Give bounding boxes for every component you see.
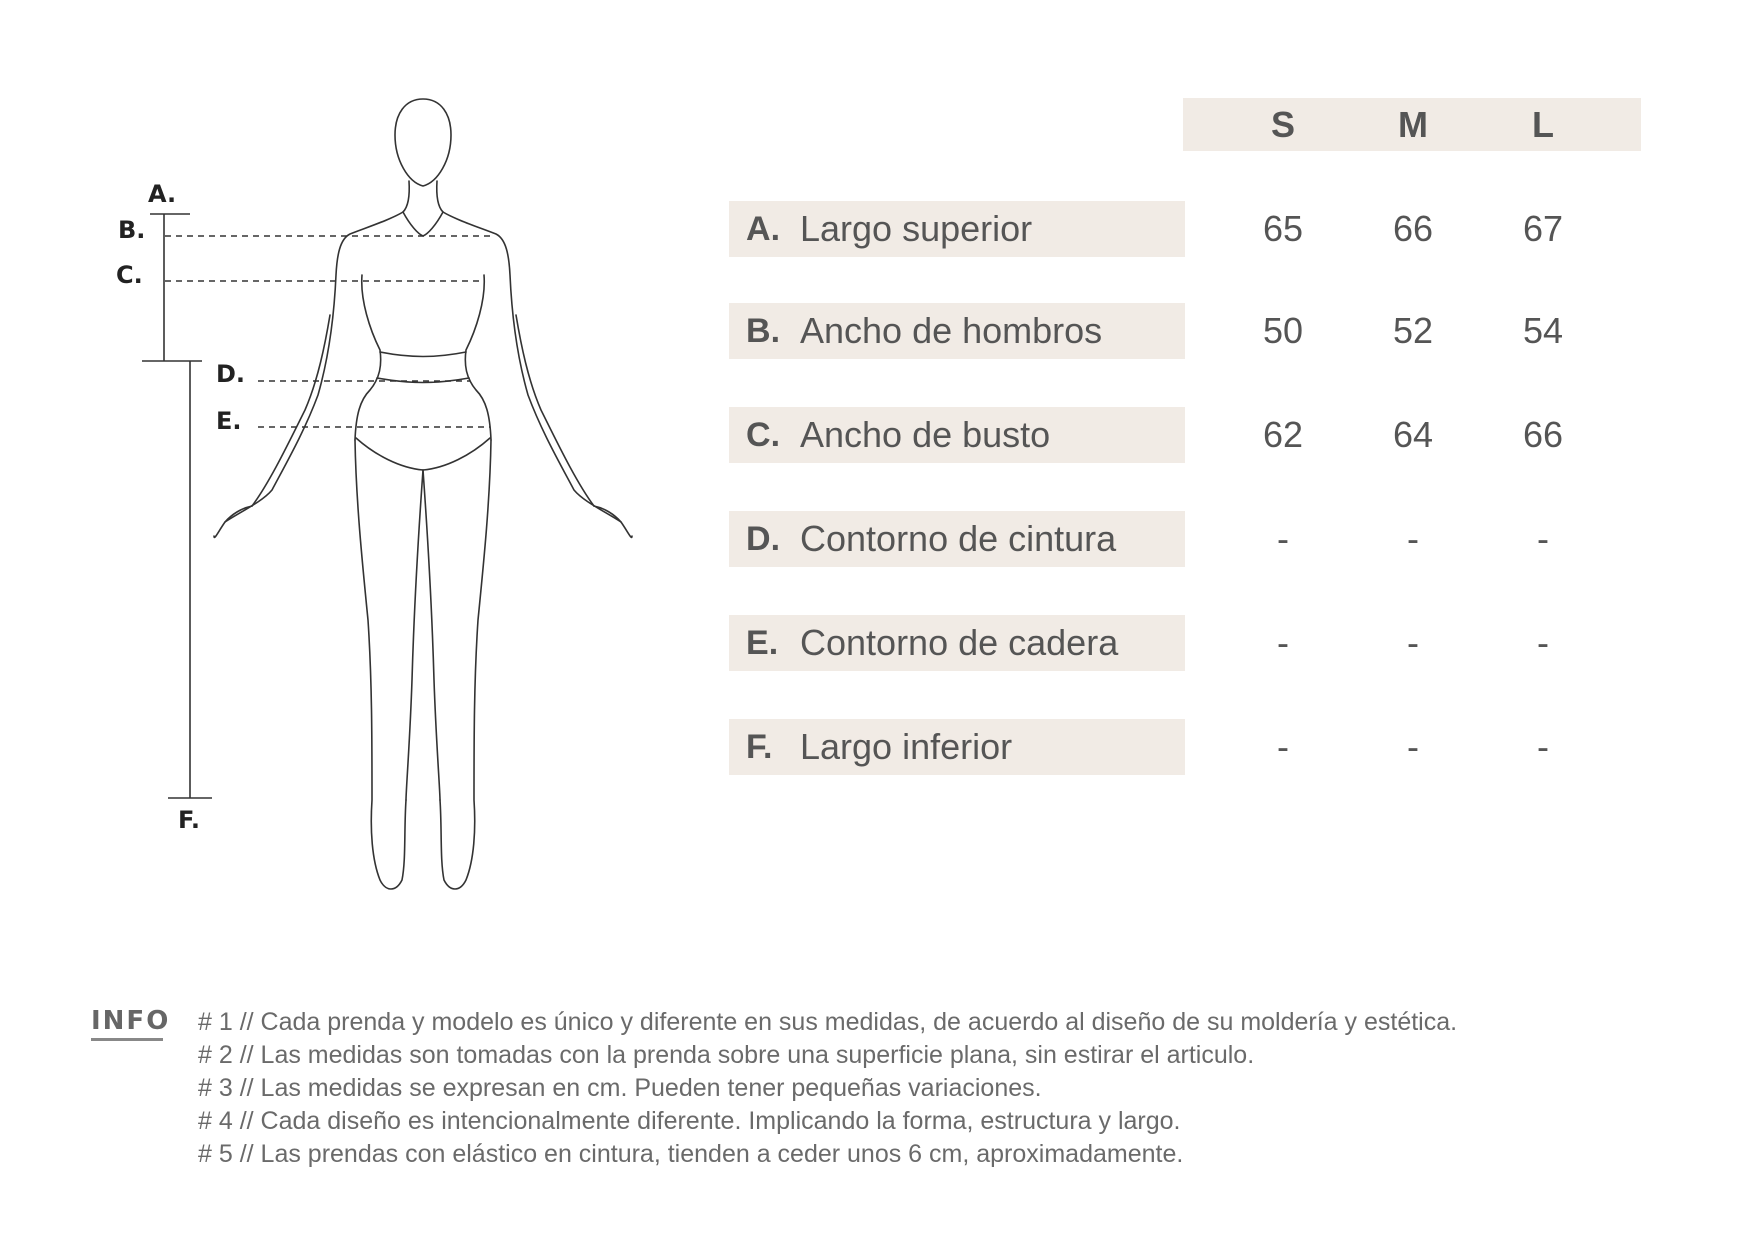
- row-letter: C.: [746, 415, 781, 454]
- marker-b: B.: [118, 216, 146, 244]
- row-label-e: [729, 615, 1185, 671]
- row-letter: D.: [746, 519, 781, 558]
- info-notes: [198, 1006, 1457, 1171]
- marker-a: A.: [148, 180, 177, 208]
- info-note-4: # 4 // Cada diseño es intencionalmente diferente. Implicando la forma, estructura y largo.: [198, 1107, 1181, 1135]
- cell-a-l: 67: [1522, 208, 1564, 249]
- cell-d-m: -: [1407, 518, 1419, 559]
- row-label-d: [729, 511, 1185, 567]
- cell-f-m: -: [1407, 726, 1419, 767]
- size-header-m: M: [1398, 103, 1428, 145]
- marker-c: C.: [116, 261, 143, 289]
- measurement-guides: [142, 214, 212, 798]
- row-label-text: Contorno de cadera: [800, 622, 1119, 663]
- row-label-b: [729, 303, 1185, 359]
- mannequin-figure: [0, 0, 680, 920]
- row-label-text: Ancho de busto: [800, 414, 1051, 455]
- cell-b-l: 54: [1522, 310, 1564, 351]
- cell-d-l: -: [1537, 518, 1549, 559]
- row-label-a: [729, 201, 1185, 257]
- info-underline: [91, 1038, 163, 1041]
- info-note-2: # 2 // Las medidas son tomadas con la prenda sobre una superficie plana, sin estirar el articulo.: [198, 1041, 1255, 1069]
- row-label-text: Contorno de cintura: [800, 518, 1117, 559]
- cell-d-s: -: [1277, 518, 1289, 559]
- mannequin-outline: [214, 99, 632, 889]
- marker-e: E.: [216, 407, 242, 435]
- row-letter: B.: [746, 311, 781, 350]
- row-label-text: Largo superior: [800, 208, 1033, 249]
- info-note-5: # 5 // Las prendas con elástico en cintura, tienden a ceder unos 6 cm, aproximadamente.: [198, 1140, 1184, 1168]
- cell-e-s: -: [1277, 622, 1289, 663]
- marker-f: F.: [178, 806, 200, 834]
- info-note-3: # 3 // Las medidas se expresan en cm. Pueden tener pequeñas variaciones.: [198, 1074, 1042, 1102]
- size-header-s: S: [1270, 103, 1295, 145]
- cell-a-m: 66: [1392, 208, 1434, 249]
- cell-c-s: 62: [1262, 414, 1304, 455]
- row-label-text: Largo inferior: [800, 726, 1013, 767]
- marker-d: D.: [216, 360, 246, 388]
- cell-f-l: -: [1537, 726, 1549, 767]
- cell-f-s: -: [1277, 726, 1289, 767]
- cell-b-m: 52: [1392, 310, 1434, 351]
- info-title: INFO: [91, 1006, 171, 1036]
- cell-e-l: -: [1537, 622, 1549, 663]
- size-header-l: L: [1532, 103, 1554, 145]
- cell-e-m: -: [1407, 622, 1419, 663]
- cell-b-s: 50: [1262, 310, 1304, 351]
- cell-c-l: 66: [1522, 414, 1564, 455]
- row-label-text: Ancho de hombros: [800, 310, 1103, 351]
- cell-c-m: 64: [1392, 414, 1434, 455]
- row-label-f: [729, 719, 1185, 775]
- row-letter: E.: [746, 623, 779, 662]
- info-note-1: # 1 // Cada prenda y modelo es único y diferente en sus medidas, de acuerdo al diseño de su moldería y estética.: [198, 1008, 1458, 1036]
- row-letter: A.: [746, 209, 781, 248]
- row-letter: F.: [746, 727, 773, 766]
- dashed-guides: [165, 236, 493, 427]
- row-label-c: [729, 407, 1185, 463]
- cell-a-s: 65: [1262, 208, 1304, 249]
